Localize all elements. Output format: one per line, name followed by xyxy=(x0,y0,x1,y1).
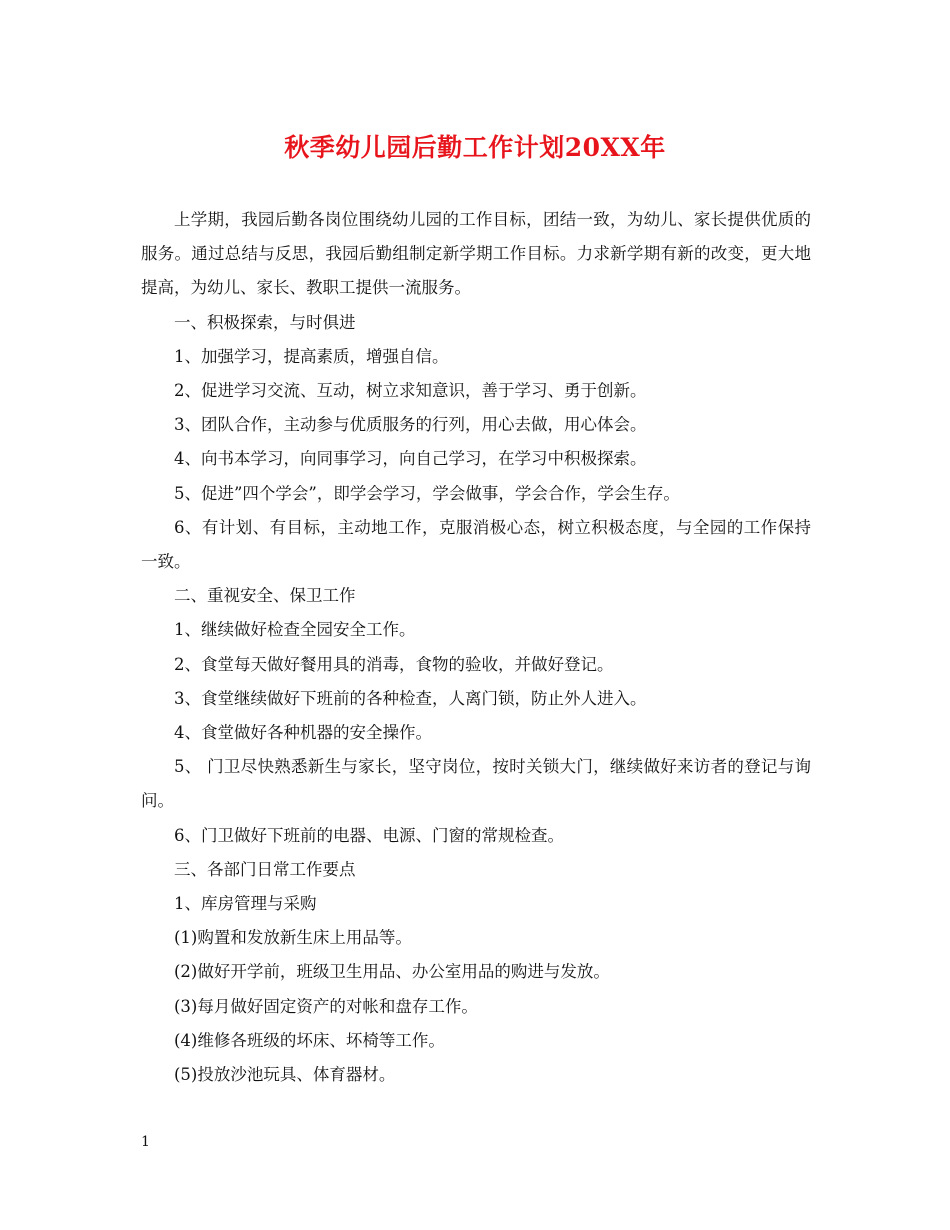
list-item: 6、门卫做好下班前的电器、电源、门窗的常规检查。 xyxy=(174,825,564,845)
list-item: 2、促进学习交流、互动，树立求知意识，善于学习、勇于创新。 xyxy=(174,381,647,401)
list-item: (3)每月做好固定资产的对帐和盘存工作。 xyxy=(174,996,478,1016)
list-item: (1)购置和发放新生床上用品等。 xyxy=(174,928,412,948)
list-item: (2)做好开学前，班级卫生用品、办公室用品的购进与发放。 xyxy=(174,962,610,982)
list-item: 3、食堂继续做好下班前的各种检查，人离门锁，防止外人进入。 xyxy=(174,688,647,708)
page-number: 1 xyxy=(141,1134,150,1150)
subsection-heading: 1、库房管理与采购 xyxy=(174,894,317,914)
document-title: 秋季幼儿园后勤工作计划20XX年 xyxy=(284,133,666,162)
section-heading-2: 二、重视安全、保卫工作 xyxy=(174,586,356,606)
list-item: 4、向书本学习，向同事学习，向自己学习，在学习中积极探索。 xyxy=(174,449,647,469)
list-item: 1、继续做好检查全园安全工作。 xyxy=(174,620,416,640)
list-item: (5)投放沙池玩具、体育器材。 xyxy=(174,1065,396,1085)
document-body xyxy=(141,203,811,1092)
section-heading-3: 三、各部门日常工作要点 xyxy=(174,859,356,879)
list-item: (4)维修各班级的坏床、坏椅等工作。 xyxy=(174,1030,445,1050)
list-item: 2、食堂每天做好餐用具的消毒，食物的验收，并做好登记。 xyxy=(174,654,614,674)
list-item: 6、有计划、有目标，主动地工作，克服消极心态，树立积极态度，与全园的工作保持一致。 xyxy=(141,517,811,572)
list-item: 1、加强学习，提高素质，增强自信。 xyxy=(174,346,449,366)
list-item: 5、 门卫尽快熟悉新生与家长，坚守岗位，按时关锁大门，继续做好来访者的登记与询问。 xyxy=(141,757,811,811)
list-item: 3、团队合作，主动参与优质服务的行列，用心去做，用心体会。 xyxy=(174,415,647,435)
list-item: 5、促进”四个学会”，即学会学习，学会做事，学会合作，学会生存。 xyxy=(174,483,680,503)
paragraph-intro: 上学期，我园后勤各岗位围绕幼儿园的工作目标，团结一致，为幼儿、家长提供优质的服务。通过总结与反思，我园后勤组制定新学期工作目标。力求新学期有新的改变，更大地提高，为幼儿、家长、教职工提供一流服务。 xyxy=(141,210,811,298)
section-heading-1: 一、积极探索，与时俱进 xyxy=(174,312,356,332)
list-item: 4、食堂做好各种机器的安全操作。 xyxy=(174,723,432,743)
